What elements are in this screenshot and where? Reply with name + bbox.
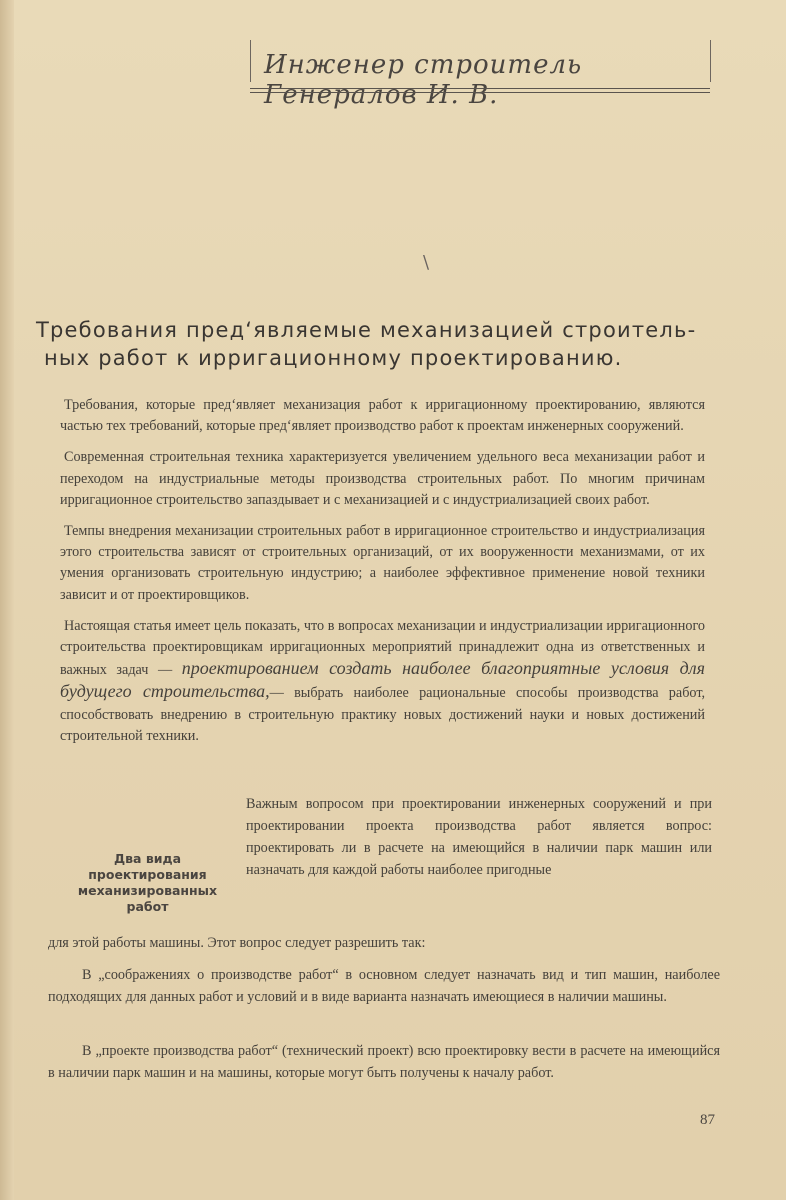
article-title	[36, 316, 736, 372]
running-header	[250, 40, 710, 110]
paragraph-4-tail: — выбрать наиболее рациональные способы производства работ, способствовать внедрению в строительную практику новых достижений науки и новых достижений строительной техники.	[60, 685, 706, 744]
paragraph-1: Требования, которые пред‘являет механизация работ к ирригационному проектированию, являются частью тех требований, которые пред‘являет производство работ к проектам инженерных сооружений.	[60, 397, 705, 435]
header-rule-thin	[250, 92, 710, 93]
side-paragraph-tail: для этой работы машины. Этот вопрос следует разрешить так:	[48, 935, 426, 951]
title-line-2: ных работ к ирригационному проектированию.	[44, 346, 623, 370]
header-rule-left	[250, 40, 251, 82]
paragraph-b2: В „проекте производства работ“ (технический проект) всю проектировку вести в расчете на имеющийся в наличии парк машин и на машины, которые могут быть получены к началу работ.	[48, 1043, 720, 1081]
margin-note-line: механизированных	[77, 883, 218, 898]
margin-note-line: Два вида	[113, 851, 182, 866]
paragraph-3: Темпы внедрения механизации строительных работ в ирригационное строительство и индустриализация этого строительства зависят от строительных организаций, от их вооруженности механизмами, от их умения организовать строительную индустрию; а наиболее эффективное применение новой техники зависит и от проектировщиков.	[60, 523, 705, 603]
side-paragraph: Важным вопросом при проектировании инженерных сооружений и при проектировании проекта производства работ является вопрос: проектировать ли в расчете на имеющийся в наличии парк машин или назначать для каждой работы наиболее пригодные	[246, 796, 712, 878]
page-fold	[0, 0, 14, 1200]
paragraph-4-emphasis: проектированием создать наиболее благоприятные условия для будущего строительства,	[60, 658, 705, 702]
title-line-1: Требования пред‘являемые механизацией строитель-	[36, 318, 697, 342]
pen-mark: \	[423, 252, 430, 273]
article-body	[60, 395, 705, 747]
page-number: 87	[700, 1112, 715, 1128]
header-rule-right	[710, 40, 711, 82]
paragraph-2: Современная строительная техника характеризуется увеличением удельного веса механизации работ и переходом на индустриальные методы производства строительных работ. По многим причинам ирригационное строительство запаздывает и с механизацией и с индустриализацией своих работ.	[60, 449, 705, 508]
margin-note-line: проектирования	[88, 867, 207, 882]
paragraph-4-lead: Настоящая статья имеет цель показать, что в вопросах механизации и индустриализации ирригационного строительства проектировщикам ирригационных мероприятий принадлежит одна из ответственных и важных задач —	[60, 617, 705, 679]
margin-note	[60, 851, 235, 915]
margin-note-line: работ	[126, 899, 169, 914]
paragraph-b1: В „соображениях о производстве работ“ в основном следует назначать вид и тип машин, наиболее подходящих для данных работ и условий и в виде варианта назначать имеющиеся в наличии машины.	[48, 967, 720, 1005]
author-name: Инженер строитель Генералов И. В.	[264, 50, 583, 110]
header-rule	[250, 88, 710, 89]
paragraph-4	[60, 616, 705, 747]
